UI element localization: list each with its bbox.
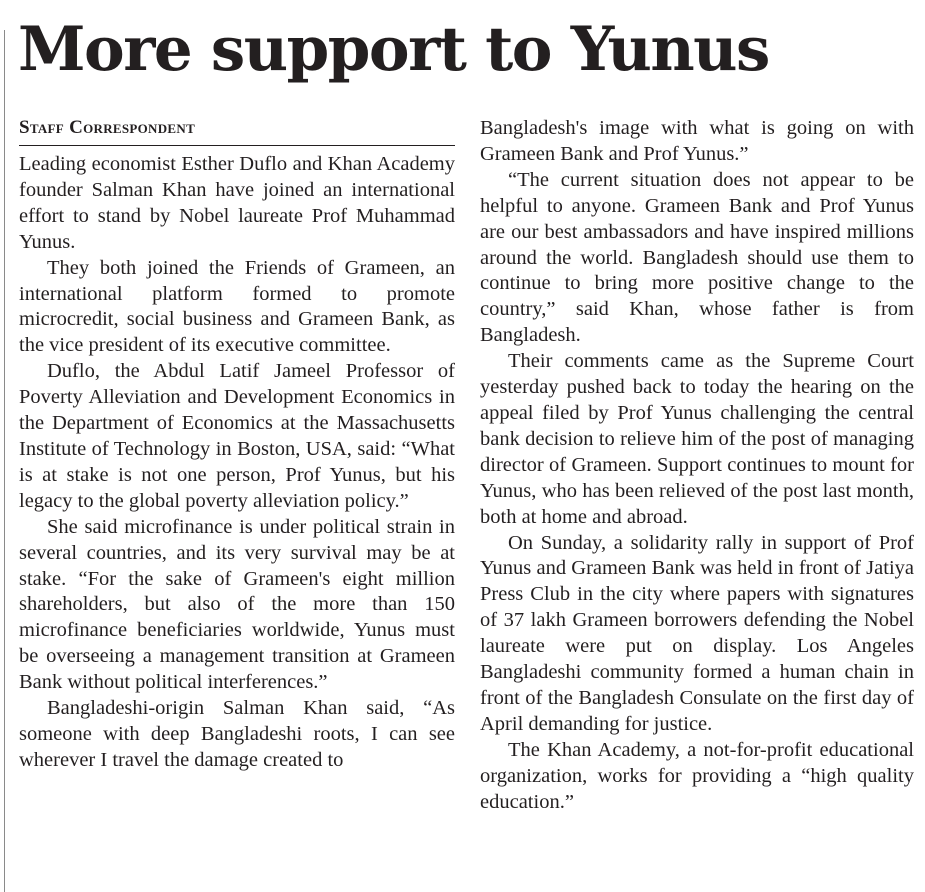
paragraph: They both joined the Friends of Grameen, an international platform formed to promote microcredit, social business and Grameen Bank, as the vice president of its executive committee.	[19, 256, 455, 357]
paragraph: On Sunday, a solidarity rally in support of Prof Yunus and Grameen Bank was held in front of Jatiya Press Club in the city where papers with signatures of 37 lakh Grameen borrowers defending the Nobel laureate were put on display. Los Angeles Bangladeshi community formed a human chain in front of the Bangladesh Consulate on the first day of April demanding for justice.	[480, 531, 914, 735]
page-left-rule	[4, 30, 5, 892]
paragraph-continued: Bangladesh's image with what is going on with Grameen Bank and Prof Yunus.”	[480, 117, 914, 165]
paragraph: Bangladeshi-origin Salman Khan said, “As someone with deep Bangladeshi roots, I can see wherever I travel the damage created to	[19, 697, 455, 771]
paragraph: Their comments came as the Supreme Court yesterday pushed back to today the hearing on the appeal filed by Prof Yunus challenging the central bank decision to relieve him of the post of managing director of Grameen. Support continues to mount for Yunus, who has been relieved of the post last month, both at home and abroad.	[480, 350, 914, 528]
article-column-right	[480, 116, 914, 815]
paragraph: Duflo, the Abdul Latif Jameel Professor of Poverty Alleviation and Development Economics in the Department of Economics at the Massachusetts Institute of Technology in Boston, USA, said: “What is at stake is not one person, Prof Yunus, but his legacy to the global poverty alleviation policy.”	[19, 360, 455, 512]
article-column-left	[19, 116, 455, 774]
byline: Staff Correspondent	[19, 116, 455, 146]
headline: More support to Yunus	[18, 14, 769, 85]
paragraph: The Khan Academy, a not-for-profit educational organization, works for providing a “high quality education.”	[480, 738, 914, 813]
paragraph: Leading economist Esther Duflo and Khan Academy founder Salman Khan have joined an international effort to stand by Nobel laureate Prof Muhammad Yunus.	[19, 153, 455, 253]
paragraph: She said microfinance is under political strain in several countries, and its very survival may be at stake. “For the sake of Grameen's eight million shareholders, but also of the more than 150 microfinance beneficiaries worldwide, Yunus must be overseeing a management transition at Grameen Bank without political interferences.”	[19, 515, 455, 694]
paragraph: “The current situation does not appear to be helpful to anyone. Grameen Bank and Prof Yunus are our best ambassadors and have inspired millions around the world. Bangladesh should use them to continue to bring more positive change to the country,” said Khan, whose father is from Bangladesh.	[480, 168, 914, 347]
